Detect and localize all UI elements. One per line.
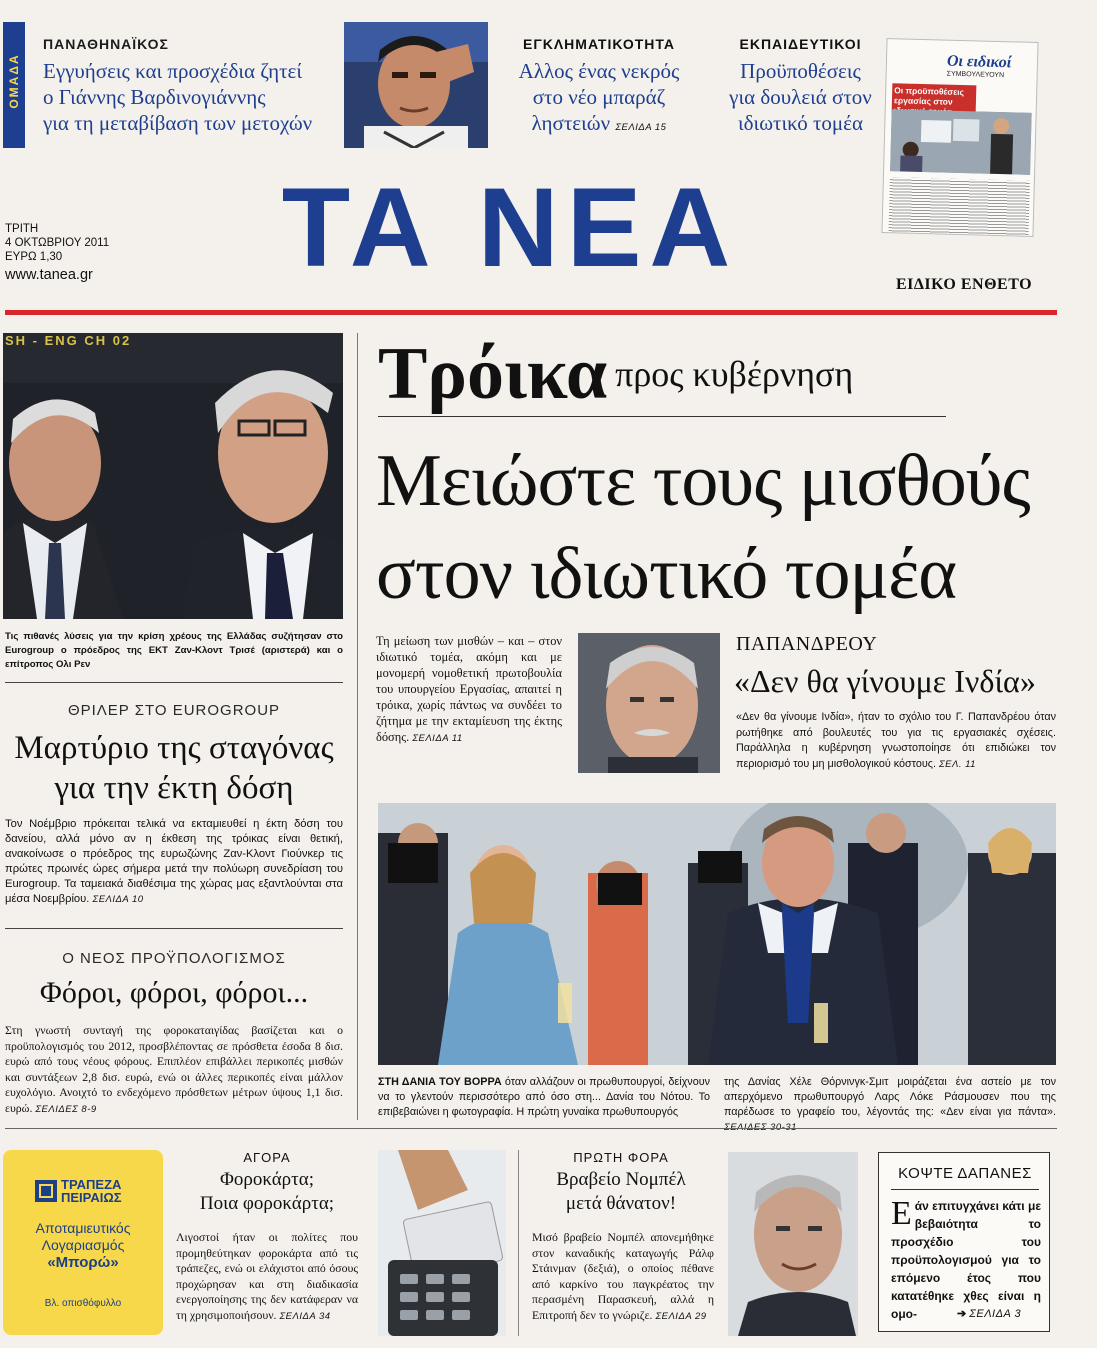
- market-body: [176, 1230, 358, 1325]
- vardinogiannis-photo: [344, 22, 488, 148]
- nobel-headline-2: μετά θάνατον!: [565, 1193, 677, 1214]
- teachers-headline: [718, 58, 883, 136]
- nobel-page-ref[interactable]: ΣΕΛΙΔΑ 29: [655, 1310, 707, 1322]
- market-headline-2: Ποια φοροκάρτα;: [199, 1193, 335, 1214]
- main-headline-top: [378, 332, 1058, 416]
- papandreou-photo: [578, 633, 720, 773]
- omada-side-tab: [3, 22, 25, 148]
- masthead-title[interactable]: ΤΑ ΝΕΑ: [281, 165, 739, 290]
- special-insert-label[interactable]: ΕΙΔΙΚΟ ΕΝΘΕΤΟ: [896, 276, 1033, 293]
- denmark-lead: ΣΤΗ ΔΑΝΙΑ ΤΟΥ ΒΟΡΡΑ: [378, 1076, 502, 1088]
- papandreou-quote: «Δεν θα γίνουμε Ινδία»: [734, 663, 1036, 699]
- main-headline-small: προς κυβέρνηση: [615, 354, 854, 394]
- teachers-line-2: για δουλειά στον: [729, 85, 872, 109]
- cuts-title: ΚΟΨΤΕ ΔΑΠΑΝΕΣ: [898, 1165, 1032, 1182]
- eurogroup-body-text: Τον Νοέμβριο πρόκειται τελικά να εκταμιευθεί η έκτη δόση του δανείου, αλλά μόνο αν η έκθεση της τρόικας είναι θετική, ανακοίνωσε ο πρόεδρος της ευρωζώνης Ζαν-Κλοντ Γιούνκερ τις πρώτες πρωινές ώρες σήμερα μετά την πολύωρη συνεδρίαση του Eurogroup. Τα ταμειακά διαθέσιμα της χώρας μας εξαντλούνται στα μέσα Νοεμβρίου.: [5, 818, 343, 905]
- ad-product: [3, 1220, 163, 1271]
- cuts-body: [891, 1197, 1041, 1323]
- denmark-col1-text: όταν αλλάζουν οι πρωθυπουργοί, δείχνουν να το γλεντούν περισσότερο από όσο στη... Δανία του Νότου. Το επιβεβαιώνει η φωτογραφία. Η πρώτη γυναίκα πρωθυπουργός: [378, 1076, 710, 1118]
- teaser-crime[interactable]: [506, 22, 701, 150]
- omada-line-2: ο Γιάννης Βαρδινογιάννης: [43, 85, 266, 109]
- crime-line-2: στο νέο μπαράζ: [532, 85, 666, 109]
- omada-kicker: ΠΑΝΑΘΗΝΑΪΚΟΣ: [43, 36, 169, 52]
- main-headline-rule: [378, 416, 946, 417]
- budget-page-ref[interactable]: ΣΕΛΙΔΕΣ 8-9: [35, 1103, 97, 1115]
- denmark-caption-col1: [378, 1075, 710, 1120]
- cuts-drop-cap: Ε: [891, 1195, 912, 1232]
- left-divider-2: [5, 928, 343, 929]
- nobel-kicker: ΠΡΩΤΗ ΦΟΡΑ: [573, 1150, 669, 1165]
- eurogroup-body: [5, 817, 343, 907]
- cuts-page-link[interactable]: [957, 1307, 1021, 1320]
- ad-product-name: «Μπορώ»: [47, 1254, 119, 1271]
- arrow-right-icon: ➔: [957, 1308, 967, 1320]
- nobel-headline: [530, 1168, 712, 1216]
- main-headline-line-3: στον ιδιωτικό τομέα: [376, 533, 957, 615]
- market-body-text: Λιγοστοί ήταν οι πολίτες που προμηθεύτηκαν φοροκάρτα από τις τράπεζες, ενώ οι ελάχιστοι από όσους προχώρησαν και στη διαδικασία ενεργοποίησης της δεν κατάφεραν να τη χρησιμοποιήσουν.: [176, 1230, 358, 1322]
- cuts-page-ref: ΣΕΛΙΔΑ 3: [969, 1308, 1022, 1320]
- main-story-body: [376, 633, 562, 747]
- eurogroup-headline: [5, 728, 343, 808]
- teaser-teachers[interactable]: [718, 22, 883, 150]
- left-photo-caption: Τις πιθανές λύσεις για την κρίση χρέους της Ελλάδας συζήτησαν στο Eurogroup ο πρόεδρος της ΕΚΤ Ζαν-Κλοντ Τρισέ (αριστερά) και ο επίτροπος Ολι Ρεν: [5, 631, 343, 670]
- website-link[interactable]: www.tanea.gr: [5, 267, 93, 283]
- papandreou-page-ref[interactable]: ΣΕΛ. 11: [938, 758, 976, 770]
- quote-mark-icon: ”: [928, 512, 995, 678]
- papandreou-body: [736, 710, 1056, 772]
- papandreou-body-text: «Δεν θα γίνουμε Ινδία», ήταν το σχόλιο του Γ. Παπανδρέου όταν ρωτήθηκε από βουλευτές του για τις εργασιακές σχέσεις. Παράλληλα η κυβέρνηση γνωστοποίησε ότι επιδιώκει τον περιορισμό του μη μισθολογικού κόστους.: [736, 711, 1056, 770]
- nobel-body: [532, 1230, 714, 1325]
- insert-headline: Οι προϋποθέσεις εργασίας στον: [892, 83, 977, 119]
- main-story-body-text: Τη μείωση των μισθών – και – στον ιδιωτικό τομέα, ακόμη και με μονομερή νομοθετική πρωτοβουλία του υπουργείου Εργασίας, απαιτεί η τρόικα, χωρίς πάντως να συνδέει το ζήτημα με την εκταμίευση της έκτης δόσης.: [376, 634, 562, 744]
- card-terminal-photo: [378, 1150, 506, 1336]
- piraeus-ad[interactable]: [3, 1150, 163, 1335]
- issue-price: ΕΥΡΩ 1,30: [5, 251, 63, 263]
- insert-title: Οι ειδικοί: [946, 52, 1012, 72]
- teaser-omada[interactable]: [3, 22, 333, 150]
- insert-subtitle: ΣΥΜΒΟΥΛΕΥΟΥΝ: [946, 70, 1005, 80]
- teachers-kicker: ΕΚΠΑΙΔΕΥΤΙΚΟΙ: [739, 36, 862, 52]
- crime-line-3: [506, 110, 692, 141]
- eurogroup-page-ref[interactable]: ΣΕΛΙΔΑ 10: [92, 894, 144, 905]
- denmark-col2-text: της Δανίας Χέλε Θόρνινγκ-Σμιτ μοιράζεται ένα αστείο με τον απερχόμενο πρωθυπουργό Λαρς Λόκε Ράσμουσεν που της παρέδωσε το γραφείο του, λέγοντάς της: «Δεν είναι για πάντα».: [724, 1076, 1056, 1118]
- eurogroup-kicker: ΘΡΙΛΕΡ ΣΤΟ EUROGROUP: [67, 702, 281, 719]
- denmark-caption-col2: [724, 1075, 1056, 1135]
- crime-line-1: Αλλος ένας νεκρός: [518, 59, 680, 83]
- cuts-title-rule: [891, 1189, 1039, 1190]
- ad-note: Βλ. οπισθόφυλλο: [44, 1298, 122, 1309]
- crime-kicker: ΕΓΚΛΗΜΑΤΙΚΟΤΗΤΑ: [522, 36, 675, 52]
- main-headline-line-2: Μειώστε τους μισθούς: [376, 440, 1030, 522]
- ad-product-line-2: Λογαριασμός: [41, 1237, 125, 1253]
- bank-name: [61, 1178, 122, 1204]
- bank-name-line-1: ΤΡΑΠΕΖΑ: [61, 1177, 122, 1192]
- omada-headline: [43, 58, 312, 136]
- denmark-photo: [378, 803, 1056, 1065]
- nobel-headline-1: Βραβείο Νομπέλ: [556, 1169, 686, 1190]
- market-headline-1: Φοροκάρτα;: [219, 1169, 315, 1190]
- omada-side-label: ΟΜΑΔΑ: [7, 53, 21, 109]
- left-divider-1: [5, 682, 343, 683]
- main-story-page-ref[interactable]: ΣΕΛΙΔΑ 11: [412, 733, 463, 744]
- omada-line-1: Εγγυήσεις και προσχέδια ζητεί: [43, 59, 303, 83]
- issue-day: ΤΡΙΤΗ: [5, 223, 39, 235]
- insert-text-lines: [888, 177, 1029, 236]
- bank-logo-icon: [35, 1180, 57, 1202]
- trichet-rehn-photo: [3, 333, 343, 619]
- eurogroup-headline-1: Μαρτύριο της σταγόνας: [14, 730, 334, 766]
- budget-headline: Φόροι, φόροι, φόροι...: [39, 976, 309, 1009]
- cuts-body-text: άν επιτυγχάνει κάτι με βεβαιότητα το προσχέδιο του προϋπολογισμού για το επόμενο έτος που κατατέθηκε χθες είναι η ομο-: [891, 1199, 1042, 1321]
- column-rule: [357, 333, 358, 1120]
- ad-product-line-1: Αποταμιευτικός: [35, 1220, 131, 1236]
- bank-name-line-2: ΠΕΙΡΑΙΩΣ: [61, 1190, 122, 1205]
- teachers-line-3: ιδιωτικό τομέα: [738, 111, 863, 135]
- omada-line-3: για τη μεταβίβαση των μετοχών: [43, 111, 313, 135]
- insert-thumbnail[interactable]: [881, 38, 1038, 237]
- crime-page-ref: ΣΕΛΙΔΑ 15: [615, 122, 667, 133]
- market-kicker: ΑΓΟΡΑ: [243, 1150, 291, 1165]
- bottom-divider-1: [518, 1150, 519, 1336]
- budget-body: [5, 1023, 343, 1118]
- budget-kicker: Ο ΝΕΟΣ ΠΡΟΫΠΟΛΟΓΙΣΜΟΣ: [62, 950, 286, 967]
- photo-overlay-text: SH - ENG CH 02: [5, 333, 132, 348]
- insert-photo: [890, 109, 1032, 175]
- crime-line-3-text: ληστειών: [531, 111, 611, 135]
- steinman-photo: [728, 1152, 858, 1336]
- cuts-box[interactable]: [878, 1152, 1050, 1332]
- bottom-top-rule: [5, 1128, 1057, 1129]
- eurogroup-headline-2: για την έκτη δόση: [54, 770, 294, 806]
- issue-info: [5, 222, 109, 286]
- main-headline-big: Τρόικα: [378, 333, 608, 415]
- issue-date: 4 ΟΚΤΩΒΡΙΟΥ 2011: [5, 237, 110, 249]
- budget-body-text: Στη γνωστή συνταγή της φοροκαταιγίδας βασίζεται και ο προϋπολογισμός του 2012, προσβλέποντας σε πρόσθετα έσοδα 8 δισ. ευρώ από τους νέους φόρους. Επιπλέον επιβάλλει περικοπές μισθών και συντάξεων 2,8 δισ. ευρώ, ενώ οι άλλες περικοπές είναι μάλλον ευχολόγιο. Ανοιχτό το ενδεχόμενο πρόσθετων μέτρων ύψους 1,1 δισ. ευρώ.: [5, 1023, 343, 1115]
- papandreou-kicker: ΠΑΠΑΝΔΡΕΟΥ: [736, 633, 878, 655]
- market-headline: [176, 1168, 358, 1216]
- nobel-body-text: Μισό βραβείο Νομπέλ απονεμήθηκε στον καναδικής καταγωγής Ράλφ Στάινμαν (δεξιά), ο οποίος πέθανε από καρκίνο του παγκρέατος την περασμένη Παρασκευή, αλλά η Επιτροπή δεν το γνώριζε.: [532, 1230, 714, 1322]
- market-page-ref[interactable]: ΣΕΛΙΔΑ 34: [279, 1310, 331, 1322]
- teachers-line-1: Προϋποθέσεις: [740, 59, 861, 83]
- masthead-red-rule: [5, 310, 1057, 315]
- crime-headline: [506, 58, 692, 141]
